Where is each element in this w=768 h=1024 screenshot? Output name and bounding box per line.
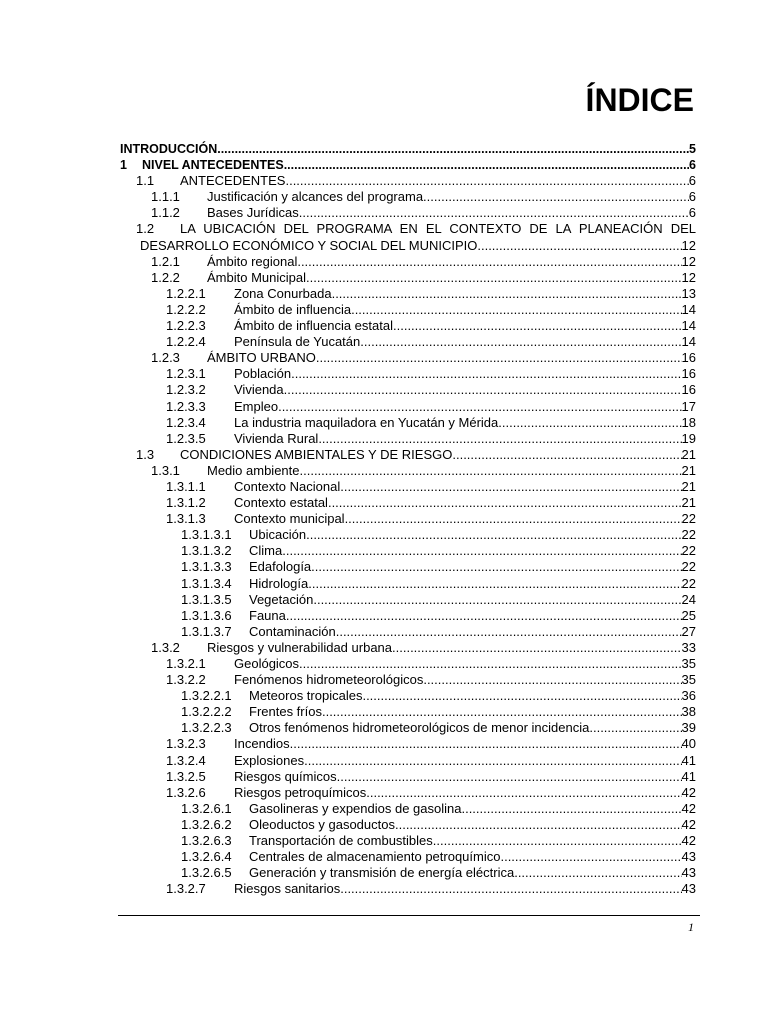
toc-entry-title: La industria maquiladora en Yucatán y Mérida [234,414,499,430]
toc-entry[interactable] [120,527,696,543]
toc-entry-title: Empleo [234,398,279,414]
toc-entry[interactable] [120,286,696,302]
toc-entry-title: Centrales de almacenamiento petroquímico [249,849,501,865]
toc-entry-page: 25 [681,607,696,623]
toc-entry-page: 22 [681,575,696,591]
dot-leader [318,431,681,447]
dot-leader [306,527,681,543]
toc-entry[interactable] [120,399,696,415]
toc-entry-page: 12 [681,237,696,253]
toc-entry-number: 1.3.1.3.3 [181,559,232,575]
toc-entry-page: 22 [681,527,696,543]
toc-entry-page: 21 [681,478,696,494]
dot-leader [313,592,681,608]
toc-entry-title: ÁMBITO URBANO [207,350,316,366]
dot-leader [461,801,681,817]
toc-entry-title: Ámbito Municipal. [207,269,310,285]
toc-entry-number: 1.3.2.2.2 [181,704,232,720]
dot-leader [286,608,682,624]
toc-entry-number: 1.2.2 [151,269,180,285]
toc-entry[interactable] [120,543,696,559]
toc-entry-page: 14 [681,334,696,350]
dot-leader [481,238,682,254]
toc-entry-number: 1.2.2.3 [166,318,206,334]
dot-leader [336,624,682,640]
toc-entry-number: 1.3.2.6.2 [181,816,232,832]
toc-entry-title: Ámbito de influencia estatal. [234,318,397,334]
toc-entry-title: Vivienda Rural [234,430,319,446]
toc-entry-title: Península de Yucatán [234,334,361,350]
toc-entry-number: 1.2 [136,221,155,237]
dot-leader [355,302,682,318]
toc-entry-title: Edafología [249,559,312,575]
toc-entry-number: 1.3.2.6.5 [181,865,232,881]
toc-entry-number: 1.3.2.2.1 [181,688,232,704]
toc-entry[interactable] [120,656,696,672]
toc-entry-page: 43 [681,865,696,881]
toc-entry-title: INTRODUCCIÓN [120,142,218,156]
toc-entry-title: Incendios [234,736,290,752]
toc-entry[interactable] [120,334,696,350]
toc-entry[interactable] [120,205,696,221]
page-title: ÍNDICE [585,82,694,118]
toc-entry-page: 6 [688,189,696,205]
toc-entry-number: 1.3.2.6.4 [181,849,232,865]
toc-entry-page: 16 [681,366,696,382]
toc-entry-number: 1.3.1.3.4 [181,575,232,591]
dot-leader [395,817,682,833]
dot-leader [284,157,689,173]
toc-entry-page: 35 [681,672,696,688]
table-of-contents [120,141,696,897]
toc-entry-title: Contaminación [249,623,336,639]
toc-entry-number: 1.3.2.6 [166,784,206,800]
dot-leader [291,366,681,382]
toc-entry-title: Frentes fríos [249,704,322,720]
toc-entry-page: 21 [681,495,696,511]
toc-entry-page: 42 [681,816,696,832]
toc-entry-title: Bases Jurídicas. [207,205,303,221]
toc-entry[interactable] [120,736,696,752]
toc-entry[interactable] [120,463,696,479]
dot-leader [500,849,681,865]
dot-leader [328,495,682,511]
toc-entry[interactable] [120,624,696,640]
toc-entry-title: Gasolineras y expendios de gasolina [249,800,462,816]
toc-entry-page: 39 [681,720,696,736]
dot-leader [345,511,682,527]
toc-entry-page: 35 [681,656,696,671]
toc-entry-number: 1.2.3.4 [166,414,206,430]
toc-entry-page: 22 [681,543,696,559]
toc-entry[interactable] [120,865,696,881]
toc-entry[interactable] [120,511,696,527]
toc-entry[interactable] [120,157,696,173]
dot-leader [427,189,689,205]
toc-entry-title: Riesgos petroquímicos [234,784,367,800]
toc-entry-page: 36 [681,688,696,704]
toc-entry[interactable] [120,495,696,511]
toc-entry-page: 42 [681,784,696,800]
toc-entry-number: 1.2.3.2 [166,382,206,398]
toc-entry-page: 16 [681,382,696,398]
toc-entry-number: 1.3.2.2 [166,672,206,688]
toc-entry-number: 1.2.2.2 [166,301,206,317]
page-number: 1 [688,920,694,934]
dot-leader [362,688,681,704]
toc-entry[interactable] [120,479,696,495]
toc-entry-title: Riesgos y vulnerabilidad urbana [207,639,393,655]
toc-entry[interactable] [120,173,696,189]
dot-leader [297,254,681,270]
toc-entry-page: 12 [681,269,696,285]
toc-entry-title: Ámbito de influencia. [234,301,355,317]
dot-leader [316,350,682,366]
toc-entry[interactable] [120,785,696,801]
toc-entry-line [120,221,696,237]
dot-leader [452,447,681,463]
dot-leader [282,543,681,559]
toc-entry-page: 18 [681,414,696,430]
toc-entry[interactable] [120,302,696,318]
toc-entry-number: 1.3 [136,446,155,462]
dot-leader [310,270,682,286]
toc-entry[interactable] [120,576,696,592]
dot-leader [300,463,682,479]
toc-entry-page: 6 [688,205,696,221]
toc-entry[interactable] [120,415,696,431]
toc-entry[interactable] [120,769,696,785]
toc-entry[interactable] [120,366,696,382]
toc-entry[interactable] [120,382,696,398]
toc-entry[interactable] [120,704,696,720]
toc-entry-number: 1.3.1.3.6 [181,607,232,623]
toc-entry-page: 21 [681,462,696,478]
toc-entry-number: 1.2.2.4 [166,334,206,350]
toc-entry-title: Contexto municipal [234,511,345,527]
dot-leader [299,656,681,672]
toc-entry[interactable] [120,189,696,205]
toc-entry-title: Clima [249,543,283,559]
dot-leader [423,672,681,688]
toc-entry-title: Contexto Nacional [234,478,341,494]
toc-entry-page: 22 [681,559,696,575]
toc-entry-page: 17 [681,398,696,414]
toc-entry-title: Otros fenómenos hidrometeorológicos de menor incidencia [249,720,590,736]
toc-entry-title: NIVEL ANTECEDENTES [142,158,284,173]
toc-entry-title: Oleoductos y gasoductos [249,816,395,832]
toc-entry[interactable] [120,270,696,286]
toc-entry-number: 1.2.1 [151,253,180,269]
dot-leader [335,286,681,302]
dot-leader [514,865,681,881]
toc-entry-page: 42 [681,833,696,849]
toc-entry-page: 43 [681,849,696,865]
toc-entry[interactable] [120,817,696,833]
toc-entry[interactable] [120,318,696,334]
toc-entry-number: 1.2.3.1 [166,366,206,382]
toc-entry-number: 1.3.1.3.7 [181,623,232,639]
dot-leader [498,415,681,431]
dot-leader [322,704,682,720]
toc-entry-number: 1.3.2 [151,639,180,655]
dot-leader [308,576,681,592]
toc-entry-page: 6 [688,173,696,189]
toc-entry-title: Justificación y alcances del programa. [207,189,427,205]
toc-entry-title: Vivienda [234,382,284,398]
toc-entry-title: Vegetación [249,591,314,607]
toc-entry-page: 12 [681,253,696,269]
toc-entry-number: 1.3.2.6.1 [181,800,232,816]
dot-leader [285,173,688,189]
toc-entry-page: 21 [681,446,696,462]
dot-leader [433,833,682,849]
toc-entry-number: 1.3.1.2 [166,495,206,511]
toc-entry-page: 38 [681,704,696,720]
dot-leader [360,334,681,350]
toc-entry-number: 1.3.2.1 [166,656,206,671]
dot-leader [589,720,681,736]
toc-entry-number: 1.2.2.1 [166,285,206,301]
dot-leader [397,318,682,334]
toc-entry-number: 1.1.1 [151,189,180,205]
toc-entry-page: 6 [689,158,696,173]
toc-entry[interactable] [120,608,696,624]
toc-entry[interactable] [120,640,696,656]
toc-entry-number: 1.3.2.3 [166,736,206,752]
dot-leader [337,769,682,785]
toc-entry[interactable] [120,350,696,366]
toc-entry-title: Población [234,366,292,382]
toc-entry-title: Transportación de combustibles [249,833,433,849]
toc-entry-title: Generación y transmisión de energía eléctrica [249,865,515,881]
toc-entry-title: Zona Conurbada. [234,285,336,301]
toc-entry-page: 41 [681,752,696,768]
toc-entry[interactable] [120,720,696,736]
toc-entry[interactable] [120,447,696,463]
toc-entry-number: 1.2.3.3 [166,398,206,414]
toc-entry-number: 1.3.1.3.5 [181,591,232,607]
toc-entry-title: Geológicos [234,656,300,671]
toc-entry[interactable] [120,238,696,254]
toc-entry-page: 14 [681,301,696,317]
dot-leader [304,753,681,769]
toc-entry-title: Riesgos sanitarios [234,881,341,897]
toc-entry-page: 16 [681,350,696,366]
toc-entry-number: 1.3.1.3.1 [181,527,232,543]
toc-entry-number: 1.2.3.5 [166,430,206,446]
dot-leader [302,205,688,221]
toc-entry-number: 1.2.3 [151,350,180,366]
toc-entry[interactable] [120,592,696,608]
toc-entry-title: CONDICIONES AMBIENTALES Y DE RIESGO [180,446,453,462]
toc-entry[interactable] [120,801,696,817]
toc-entry-number: 1.3.1.3.2 [181,543,232,559]
toc-entry[interactable] [120,833,696,849]
dot-leader [311,559,681,575]
toc-entry[interactable] [120,559,696,575]
toc-entry-title: Explosiones [234,752,305,768]
toc-entry-page: 41 [681,768,696,784]
toc-entry-page: 43 [681,881,696,897]
toc-entry-title: ANTECEDENTES [180,173,286,189]
toc-entry-number: 1.3.1 [151,462,180,478]
dot-leader [284,382,682,398]
dot-leader [278,399,681,415]
dot-leader [217,141,689,157]
toc-entry-title: Hidrología [249,575,309,591]
toc-entry-title: Meteoros tropicales [249,688,363,704]
dot-leader [340,881,681,897]
toc-entry-number: 1.3.2.5 [166,768,206,784]
toc-entry-title: Riesgos químicos [234,768,337,784]
toc-entry-number: 1.3.2.2.3 [181,720,232,736]
toc-entry-title: Medio ambiente [207,462,300,478]
toc-entry-title: Ubicación [249,527,307,543]
toc-entry[interactable] [120,141,696,157]
toc-entry-page: 19 [681,430,696,446]
toc-entry-page: 33 [681,639,696,655]
footer-divider [118,915,700,916]
toc-entry-title: Fenómenos hidrometeorológicos [234,672,424,688]
toc-entry[interactable] [120,753,696,769]
toc-entry[interactable] [120,688,696,704]
toc-entry-title: Fauna [249,607,286,623]
toc-entry[interactable] [120,881,696,897]
toc-entry-page: 27 [681,623,696,639]
toc-entry[interactable] [120,254,696,270]
dot-leader [340,479,681,495]
toc-entry-number: 1.3.2.6.3 [181,833,232,849]
toc-entry-number: 1 [120,158,127,173]
toc-entry-page: 24 [681,591,696,607]
toc-entry[interactable] [120,672,696,688]
toc-entry-number: 1.3.2.4 [166,752,206,768]
toc-entry-page: 5 [689,142,696,156]
toc-entry-page: 14 [681,318,696,334]
toc-entry-page: 22 [681,511,696,527]
toc-entry-title: Contexto estatal [234,495,328,511]
toc-entry-title: Ámbito regional [207,253,298,269]
toc-entry-number: 1.3.1.3 [166,511,206,527]
dot-leader [290,736,682,752]
toc-entry-page: 42 [681,800,696,816]
toc-entry-number: 1.3.1.1 [166,478,206,494]
toc-entry-number: 1.3.2.7 [166,881,206,897]
toc-entry[interactable] [120,431,696,447]
dot-leader [366,785,681,801]
toc-entry-page: 40 [681,736,696,752]
toc-entry-title: DESARROLLO ECONÓMICO Y SOCIAL DEL MUNICIPIO. [140,237,481,253]
dot-leader [392,640,682,656]
toc-entry-number: 1.1 [136,173,155,189]
toc-entry-number: 1.1.2 [151,205,180,221]
toc-entry-page: 13 [681,285,696,301]
toc-entry[interactable] [120,849,696,865]
toc-entry-title: LA UBICACIÓN DEL PROGRAMA EN EL CONTEXTO DE LA PLANEACIÓN DEL [180,221,696,237]
